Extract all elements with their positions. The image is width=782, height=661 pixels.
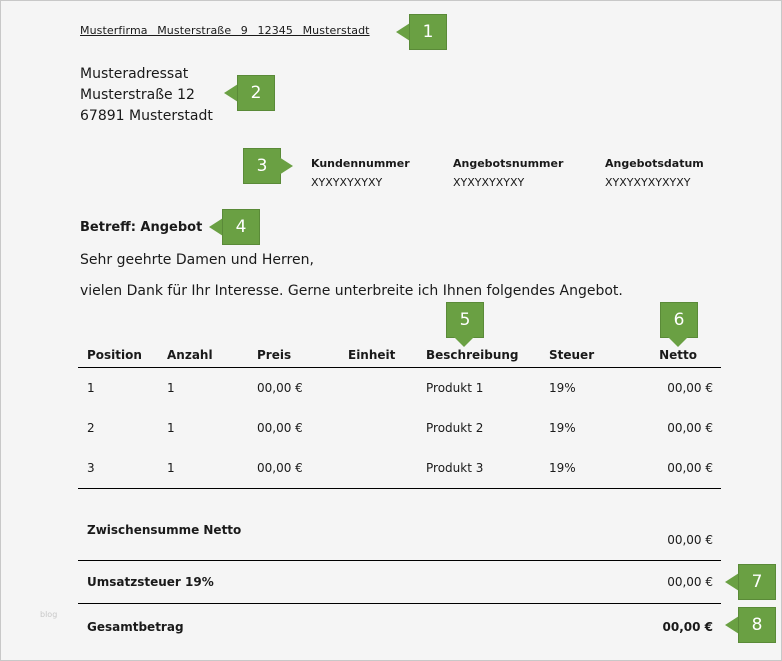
- callout-badge-1: 1: [409, 14, 447, 50]
- callout-badge-5: 5: [446, 302, 484, 338]
- callout-arrow-icon: [668, 337, 688, 347]
- callout-badge-8: 8: [738, 607, 776, 643]
- greeting: Sehr geehrte Damen und Herren,: [80, 252, 314, 268]
- callout-badge-3: 3: [243, 148, 281, 184]
- callout-arrow-icon: [209, 218, 223, 236]
- sender-line: Musterfirma Musterstraße 9 12345 Musterstadt: [80, 24, 370, 37]
- subtotal-divider: [78, 560, 721, 561]
- cell-anzahl: 1: [167, 381, 175, 395]
- cell-beschreibung: Produkt 2: [426, 421, 484, 435]
- cell-anzahl: 1: [167, 421, 175, 435]
- cell-position: 1: [87, 381, 95, 395]
- callout-badge-4: 4: [222, 209, 260, 245]
- cell-steuer: 19%: [549, 421, 576, 435]
- total-label: Gesamtbetrag: [87, 620, 184, 634]
- cell-anzahl: 1: [167, 461, 175, 475]
- header-anzahl: Anzahl: [167, 348, 213, 362]
- cell-beschreibung: Produkt 3: [426, 461, 484, 475]
- total-value: 00,00 €: [662, 620, 713, 634]
- recipient-street: Musterstraße 12: [80, 87, 195, 103]
- subtotal-label: Zwischensumme Netto: [87, 523, 242, 537]
- table-bottom-divider: [78, 488, 721, 489]
- meta-offer-date: [605, 157, 704, 189]
- header-beschreibung: Beschreibung: [426, 348, 519, 362]
- meta-label: Kundennummer: [311, 157, 410, 170]
- recipient-address: [80, 64, 213, 127]
- callout-arrow-icon: [725, 616, 739, 634]
- table-header-divider: [78, 367, 721, 368]
- cell-beschreibung: Produkt 1: [426, 381, 484, 395]
- watermark: blog: [40, 610, 58, 619]
- meta-offer-number: [453, 157, 563, 189]
- meta-customer-number: [311, 157, 410, 189]
- header-einheit: Einheit: [348, 348, 396, 362]
- meta-value: XYXYXYXYXY: [453, 176, 525, 189]
- cell-netto: 00,00 €: [667, 421, 713, 435]
- cell-position: 2: [87, 421, 95, 435]
- tax-divider: [78, 603, 721, 604]
- callout-arrow-icon: [279, 157, 293, 175]
- header-netto: Netto: [659, 348, 697, 362]
- recipient-name: Musteradressat: [80, 66, 189, 82]
- recipient-city: 67891 Musterstadt: [80, 108, 213, 124]
- callout-arrow-icon: [725, 573, 739, 591]
- callout-arrow-icon: [224, 84, 238, 102]
- cell-steuer: 19%: [549, 381, 576, 395]
- cell-netto: 00,00 €: [667, 461, 713, 475]
- tax-value: 00,00 €: [667, 575, 713, 589]
- cell-netto: 00,00 €: [667, 381, 713, 395]
- meta-label: Angebotsdatum: [605, 157, 704, 170]
- callout-arrow-icon: [396, 23, 410, 41]
- intro-text: vielen Dank für Ihr Interesse. Gerne unterbreite ich Ihnen folgendes Angebot.: [80, 283, 623, 299]
- cell-preis: 00,00 €: [257, 421, 303, 435]
- header-preis: Preis: [257, 348, 292, 362]
- cell-preis: 00,00 €: [257, 381, 303, 395]
- callout-badge-7: 7: [738, 564, 776, 600]
- cell-preis: 00,00 €: [257, 461, 303, 475]
- callout-badge-2: 2: [237, 75, 275, 111]
- cell-steuer: 19%: [549, 461, 576, 475]
- header-steuer: Steuer: [549, 348, 595, 362]
- header-position: Position: [87, 348, 142, 362]
- callout-arrow-icon: [454, 337, 474, 347]
- cell-position: 3: [87, 461, 95, 475]
- tax-label: Umsatzsteuer 19%: [87, 575, 214, 589]
- meta-label: Angebotsnummer: [453, 157, 564, 170]
- subtotal-value: 00,00 €: [667, 533, 713, 547]
- meta-value: XYXYXYXYXYXY: [605, 176, 691, 189]
- subject-line: Betreff: Angebot: [80, 220, 203, 235]
- meta-value: XYXYXYXYXY: [311, 176, 383, 189]
- callout-badge-6: 6: [660, 302, 698, 338]
